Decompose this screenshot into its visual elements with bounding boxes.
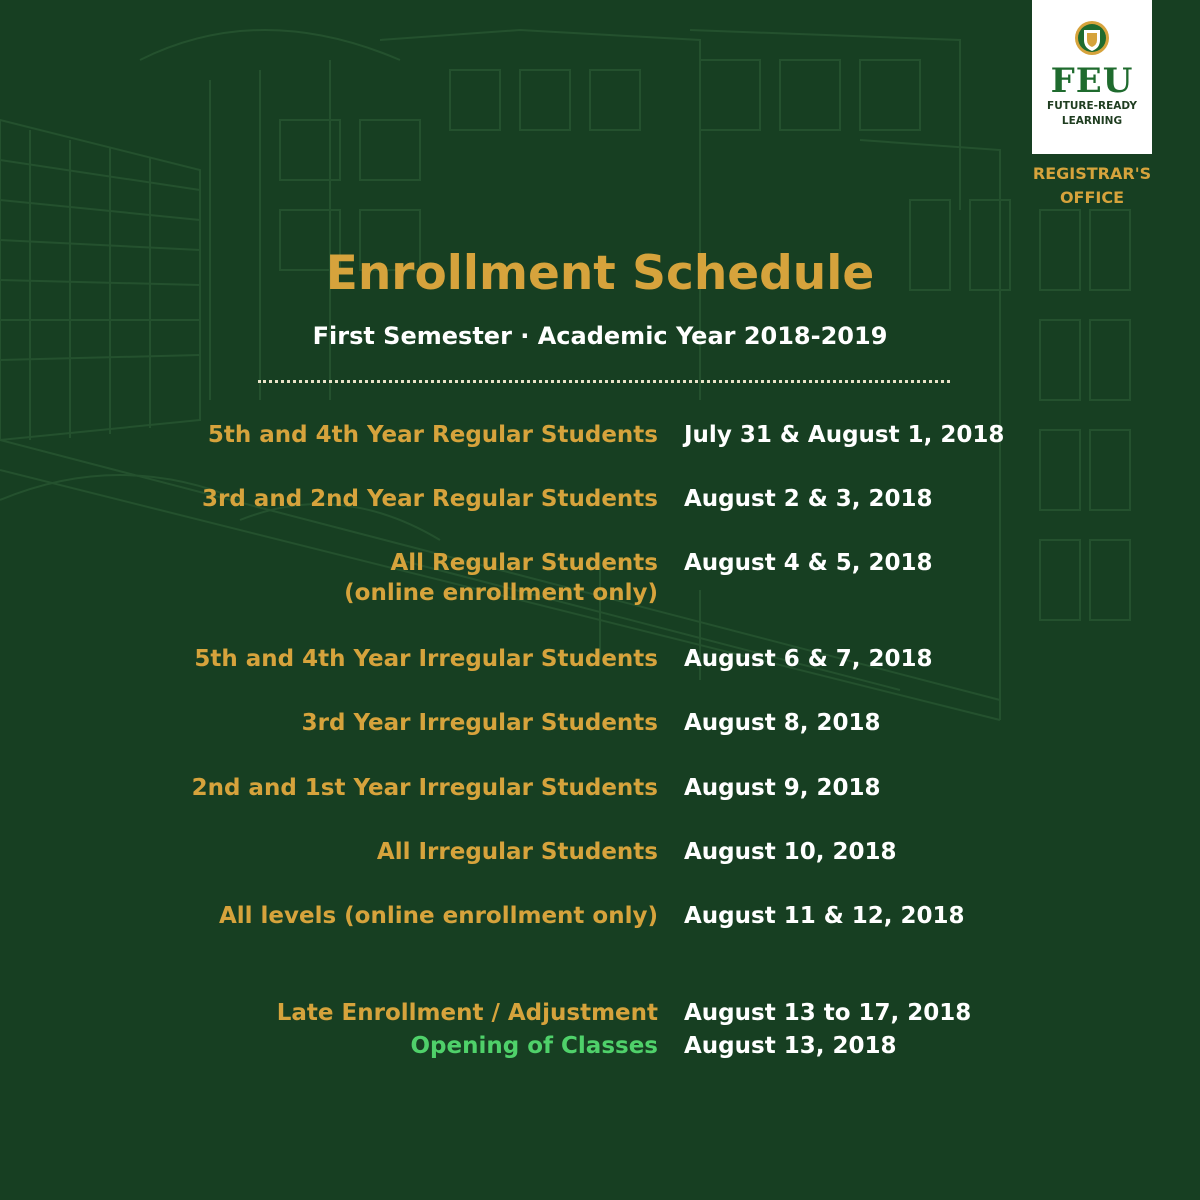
schedule-group: 5th and 4th Year Regular Students: [207, 422, 658, 448]
opening-of-classes-label: Opening of Classes: [410, 1033, 658, 1059]
schedule-group: 5th and 4th Year Irregular Students: [194, 646, 658, 672]
office-line-2: OFFICE: [1059, 188, 1125, 207]
schedule-group: All Irregular Students: [376, 839, 658, 865]
schedule-group: 2nd and 1st Year Irregular Students: [191, 775, 658, 801]
late-enrollment-label: Late Enrollment / Adjustment: [276, 1000, 658, 1026]
feu-logo-text: FEU: [1050, 61, 1134, 101]
schedule-date: August 6 & 7, 2018: [684, 646, 933, 672]
schedule-date: August 10, 2018: [684, 839, 897, 865]
schedule-group: 3rd and 2nd Year Regular Students: [201, 486, 658, 512]
feu-seal-icon: [1073, 18, 1111, 58]
schedule-date: August 2 & 3, 2018: [684, 486, 933, 512]
late-enrollment-date: August 13 to 17, 2018: [684, 1000, 972, 1026]
feu-logo-badge: [1032, 0, 1152, 154]
schedule-group: 3rd Year Irregular Students: [301, 710, 658, 736]
schedule-group: All Regular Students: [390, 550, 658, 576]
dotted-divider: [258, 380, 950, 383]
office-line-1: REGISTRAR'S: [1032, 164, 1152, 183]
opening-of-classes-date: August 13, 2018: [684, 1033, 897, 1059]
schedule-date: August 4 & 5, 2018: [684, 550, 933, 576]
tagline-line-2: LEARNING: [1061, 115, 1123, 127]
schedule-date: July 31 & August 1, 2018: [684, 422, 1005, 448]
schedule-group-note: (online enrollment only): [344, 580, 658, 606]
schedule-date: August 8, 2018: [684, 710, 881, 736]
registrar-office-label: [1010, 162, 1174, 210]
schedule-group: All levels (online enrollment only): [218, 903, 658, 929]
page-subtitle: First Semester · Academic Year 2018-2019: [312, 322, 888, 350]
tagline-line-1: FUTURE-READY: [1047, 100, 1137, 112]
schedule-date: August 11 & 12, 2018: [684, 903, 965, 929]
schedule-date: August 9, 2018: [684, 775, 881, 801]
page-title: Enrollment Schedule: [325, 246, 875, 301]
